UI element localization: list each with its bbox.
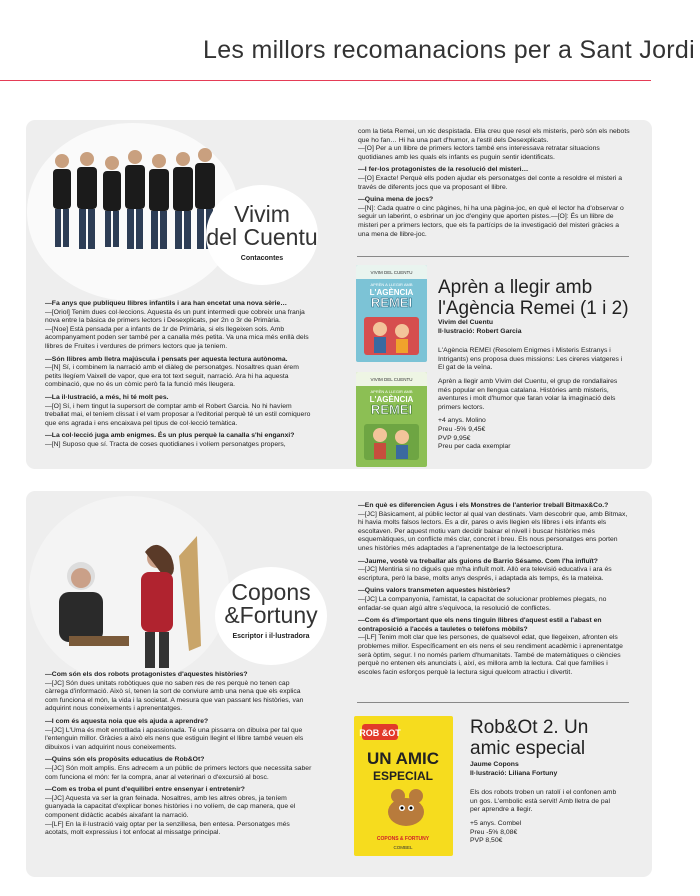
- brand-line2: del Cuentu: [206, 224, 318, 250]
- book2-pvp: PVP 8,50€: [470, 837, 503, 845]
- cover-title1: L'AGÈNCIA: [369, 288, 414, 297]
- brand-line1: Vivim: [234, 201, 290, 227]
- svg-text:APRÈN A LLEGIR AMB: APRÈN A LLEGIR AMB: [370, 389, 413, 394]
- answer: —[N] Suposo que sí. Tracta de coses quotidianes i volíem personatges propers,: [45, 440, 286, 448]
- svg-text:REMEI: REMEI: [370, 402, 413, 417]
- question: —I com és aquesta noia que els ajuda a aprendre?: [45, 717, 209, 725]
- question: —En què es diferencien Agus i els Monstres de l'anterior treball Bitmax&Co.?: [358, 502, 609, 509]
- question: —I fer-los protagonistes de la resolució del misteri…: [358, 166, 529, 174]
- cover2-title2: ESPECIAL: [372, 769, 434, 783]
- question: —Jaume, vostè va treballar als guions de Barrio Sésamo. Com l'ha influït?: [358, 557, 598, 565]
- answer: —[N] Sí, i combinem la narració amb el diàleg de personatges. Nosaltres quan érem petits llegíem Vaixell de vapor, que era tot text seguit, narració. Ara hi ha aquesta combinació, que no és un còmic però fa la funció més lleugera.: [45, 364, 299, 389]
- cover-title2: REMEI: [370, 295, 413, 310]
- book2-separator: [357, 702, 629, 703]
- answer: —[O] Exacte! Perquè ells poden ajudar els personatges del conte a resoldre el misteri a través de diferents jocs que va proposant el llibre.: [358, 174, 623, 191]
- answer: —[JC] La companyonia, l'amistat, la capacitat de solucionar problemes plegats, no enfadar-se quan algú altre s'equivoca, la resolució de conflictes.: [358, 595, 607, 612]
- brand-vivim: [206, 203, 318, 262]
- question: —La col·lecció juga amb enigmes. És un plus perquè la canalla s'hi enganxi?: [45, 432, 295, 440]
- book-desc2: Aprèn a llegir amb Vivim del Cuentu, el grup de rondallaires més popular en llengua catalana. Històries amb misteris, aventures i molt d'humor que faran volar la imaginació dels primers lectors.: [438, 377, 618, 411]
- book-pvp: PVP 9,95€: [438, 434, 471, 442]
- question: —Són llibres amb lletra majúscula i pensats per aquesta lectura autònoma.: [45, 355, 288, 363]
- answer: —[JC] Són dues unitats robòtiques que no saben res de res perquè no tenen cap càrrega d'informació. Això sí, tenen la sort de conviure amb una nena que els explica com funciona el món, la vida i la societat. A mesura que van passant les històries, van adquirint nous coneixements i aprenentatges.: [45, 679, 304, 713]
- qa-block: [358, 502, 630, 554]
- book2-desc1: Els dos robots troben un ratolí i el confonen amb un gos. L'embolic està servit! Amb lletra de pal per aprendre a llegir.: [470, 789, 617, 814]
- svg-text:VIVIM DEL CUENTU: VIVIM DEL CUENTU: [370, 377, 413, 382]
- answer: —[JC] L'Uma és molt enrotllada i apassionada. Té una pissarra on dibuixa per tal que l'entenguin millor. Gràcies a això els nens que estiguin llegint el llibre també veuen els dibuixos i van adquirint nous coneixements.: [45, 726, 304, 751]
- qa-block: [45, 356, 313, 390]
- brand2-subtitle: Escriptor i il·lustradora: [232, 633, 310, 640]
- question: —La il·lustració, a més, hi té molt pes.: [45, 393, 169, 401]
- book2-details: [470, 761, 620, 846]
- answer: com la tieta Remei, un xic despistada. Ella creu que resol els misteris, però són els nebots que ho fan… Hi ha una part d'humor, a l'estil dels Desexplicats. —[O] Per a un llibre de primers lectors també ens interessava retratar situacions quotidianes amb les quals els infants es puguin sentir identificats.: [358, 128, 630, 161]
- book-cover-robot: [354, 716, 453, 856]
- brand-copons: [213, 581, 329, 640]
- book-price: Preu -5% 9,45€: [438, 425, 486, 433]
- interview-left-column: [45, 300, 313, 454]
- answer: —[N]: Cada quatre o cinc pàgines, hi ha una pàgina-joc, en què el lector ha d'observar o seguir un laberint, o esbrinar un joc d'enginy que aporten pistes.—[O]: És un llibre de misteri per a primers lectors, que els fa partícips de la investigació del misteri gràcies a una mena de llibre-joc.: [358, 204, 624, 238]
- answer: —[Oriol] Tenim dues col·leccions. Aquesta és un punt intermedi que cobreix una franja nova entre la bàsica de primers lectors i Desexplicats, per 2n o 3r de Primària. —[Noe] Està pensada per a infants de 1r de Primària, si els llegeixen sols. Amb acompanyament poden ser també per a canalla més petita. Va una mica més enllà dels llibres de Fruites i verdures de primers lectors que ja teniem.: [45, 308, 309, 350]
- cover-tag: APRÈN A LLEGIR AMB: [370, 282, 413, 287]
- question: —Quins valors transmeten aquestes històries?: [358, 587, 511, 595]
- answer: —[O] Sí, i hem tingut la supersort de comptar amb el Robert Garcia. No hi havíem treballat mai, el teníem clissat i el vam proposar a l'editorial perquè té un estil comiquero que ens agrada i ens encaixava pel tipus de col·lecció temàtica.: [45, 402, 311, 427]
- answer: —[LF] Tenim molt clar que les persones, de qualsevol edat, que llegeixen, afronten els problemes millor. Específicament en els nens el seu rendiment acadèmic i aprenentatge serà òptim, segur. I no només parlem d'humanitats. També de matemàtiques o ciències perquè no entenen els anunciats i, així, es millora amb la lectura. Cal que famílies i escoles facin esforços perquè la lectura sigui quelcom atractiu i divertit.: [358, 634, 623, 676]
- brand-subtitle: Contacontes: [240, 255, 284, 262]
- cover-label: VIVIM DEL CUENTU: [370, 270, 413, 275]
- qa-block: [45, 300, 313, 352]
- qa-block: [358, 128, 630, 162]
- book-cover-remei-1: [356, 265, 427, 362]
- qa-block: [45, 756, 313, 782]
- book-separator: [357, 256, 629, 257]
- answer: —[JC] Són molt amplis. Ens adrecem a un públic de primers lectors que necessita saber com funciona el món: fer la compra, anar al veterinari o d'excursió al bosc.: [45, 764, 312, 781]
- cover2-logo: ROB &OT: [359, 728, 401, 738]
- book-author: Vivim del Cuentu: [438, 319, 494, 326]
- title-rule: [0, 80, 651, 81]
- answer: —[JC] Mentiria si no digués que m'ha influït molt. Allò era televisió educativa i ara és escriptura, però la base, molts anys després, i adaptada als temps, és la mateixa.: [358, 566, 612, 582]
- authors-photo: [29, 496, 229, 684]
- book-desc1: L'Agència REMEI (Resolem Enigmes i Misteris Estranys i Intrigants) ens proposa dues missions: Les cireres viatgeres i El gat de la veïna.: [438, 347, 623, 372]
- question: —Fa anys que publiqueu llibres infantils i ara han encetat una nova sèrie…: [45, 300, 288, 307]
- book2-age: +5 anys. Combel: [470, 819, 522, 827]
- book-details: [438, 319, 628, 452]
- question: —Quins són els propòsits educatius de Rob&Ot?: [45, 756, 205, 764]
- qa-block: [45, 671, 313, 714]
- book-illustrator: Il·lustració: Robert Garcia: [438, 327, 522, 335]
- question: —Quina mena de jocs?: [358, 196, 434, 204]
- authors-photo-illustration: [29, 496, 229, 684]
- book-note: Preu per cada exemplar: [438, 443, 511, 451]
- interview2-right-column: [358, 502, 630, 681]
- cover2-authors: COPONS & FORTUNY: [376, 836, 430, 842]
- qa-block: [358, 587, 630, 613]
- question: —Com es troba el punt d'equilibri entre ensenyar i entretenir?: [45, 786, 245, 794]
- interview2-left-column: [45, 671, 313, 842]
- qa-block: [45, 432, 313, 449]
- book-title: Aprèn a llegir amb l'Agència Remei (1 i 2): [438, 277, 629, 319]
- qa-block: [358, 558, 630, 584]
- answer: —[JC] Aquesta va ser la gran feinada. Nosaltres, amb les altres obres, ja teníem guanyada la capacitat d'explicar bones històries i no volíem, de cap manera, que el component didàctic acabés aixafant la narració. —[LF] En la il·lustració vaig optar per la senzillesa, ben entesa. Personatges més acotats, molt expressius i tot enfocat al missatge principal.: [45, 794, 296, 837]
- qa-block: [45, 786, 313, 838]
- qa-block: [45, 718, 313, 752]
- book2-illustrator: Il·lustració: Liliana Fortuny: [470, 769, 558, 777]
- cover2-title1: UN AMIC: [366, 749, 440, 768]
- page-title: Les millors recomanacions per a Sant Jordi: [203, 36, 695, 64]
- question: —Com són els dos robots protagonistes d'aquestes històries?: [45, 671, 248, 678]
- book2-author: Jaume Copons: [470, 761, 519, 768]
- book-age: +4 anys. Molino: [438, 417, 486, 425]
- book2-price: Preu -5% 8,08€: [470, 828, 518, 836]
- book2-title: Rob&Ot 2. Un amic especial: [470, 717, 589, 759]
- question: —Com és d'important que els nens tinguin llibres d'aquest estil a l'abast en contraposició a l'accés a tauletes o telèfons mòbils?: [358, 617, 602, 633]
- book-cover-remei-2: [356, 372, 427, 467]
- qa-block: [358, 617, 630, 677]
- svg-text:L'AGÈNCIA: L'AGÈNCIA: [369, 395, 414, 404]
- qa-block: [358, 166, 630, 192]
- qa-block: [45, 394, 313, 428]
- interview-right-column: [358, 128, 630, 243]
- cover2-publisher: COMBEL: [393, 845, 413, 850]
- qa-block: [358, 196, 630, 239]
- brand2-line2: &Fortuny: [224, 602, 318, 628]
- brand2-line1: Copons: [231, 579, 311, 605]
- answer: —[JC] Bàsicament, al públic lector al qual van destinats. Vam descobrir que, amb Bitmax, hi havia molts falsos lectors. Es a dir, pares o avis llegien els llibres i els infants els escoltaven. Per aquest motiu vam decidir baixar el nivell i buscar històries més esquemàtiques, un conflicte més clar, concret i breu. Els nous personatges ens porten unes històries més adaptades a l'aprenentatge de la lectoescriptura.: [358, 510, 628, 552]
